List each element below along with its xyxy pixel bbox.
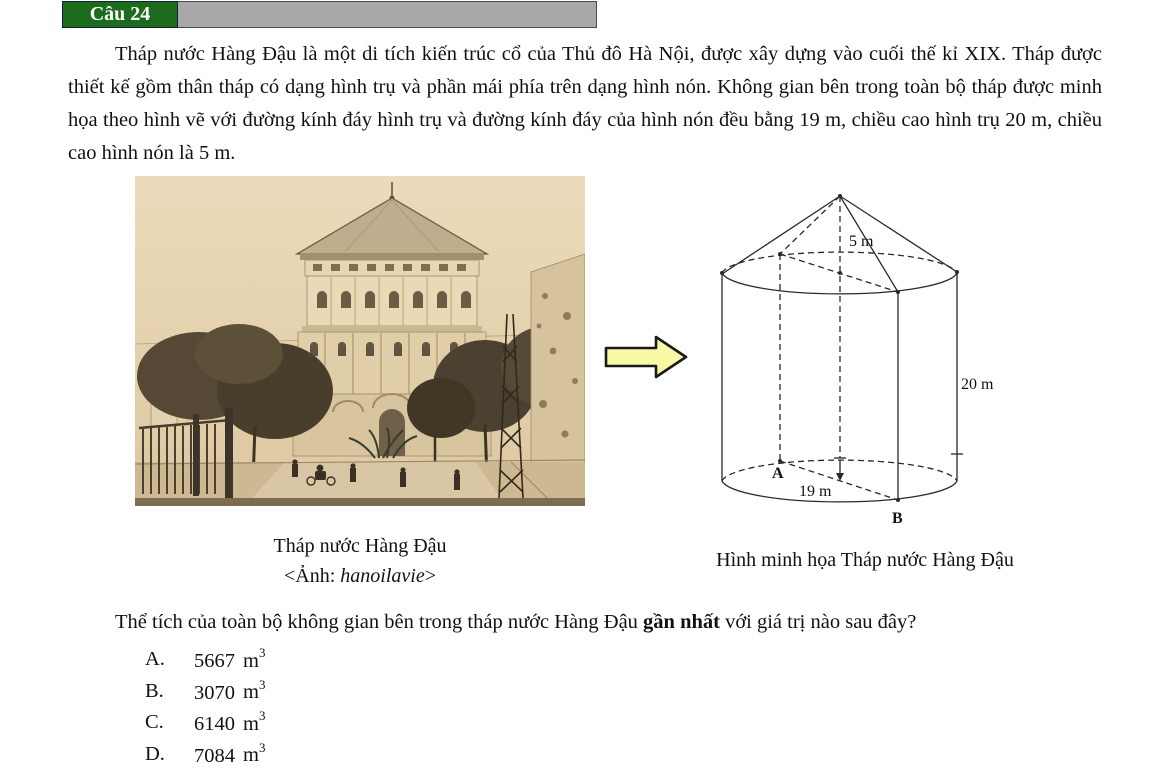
problem-paragraph: Tháp nước Hàng Đậu là một di tích kiến trúc cổ của Thủ đô Hà Nội, được xây dựng vào cuối thế kỉ XIX. Tháp được thiết kế gồm thân tháp có dạng hình trụ và phần mái phía trên dạng hình nón. Không gian bên trong toàn bộ tháp được minh họa theo hình vẽ với đường kính đáy hình trụ và đường kính đáy của hình nón đều bằng 19 m, chiều cao hình trụ 20 m, chiều cao hình nón là 5 m. xyxy=(68,43,1102,164)
header-gray-bar xyxy=(178,1,597,28)
tower-photo xyxy=(135,176,585,506)
cone-height-label: 5 m xyxy=(849,233,874,250)
option-value: 7084 $m^3$ xyxy=(194,739,266,767)
option-letter: B. xyxy=(145,679,164,702)
option-row-c xyxy=(145,708,645,743)
option-row-a xyxy=(145,645,645,680)
options-list xyxy=(145,645,645,774)
photo-street xyxy=(135,460,585,506)
question-text: Thể tích của toàn bộ không gian bên trong tháp nước Hàng Đậu gần nhất với giá trị nào sau đây? xyxy=(115,611,917,633)
photo-caption xyxy=(135,531,585,591)
photo-credit: <Ảnh: hanoilavie> xyxy=(284,565,436,587)
photo-credit-name: hanoilavie xyxy=(340,565,425,587)
question-number-label: Câu 24 xyxy=(89,3,151,25)
option-value: 3070 $m^3$ xyxy=(194,676,266,704)
point-b-label: B xyxy=(892,510,903,527)
option-letter: D. xyxy=(145,742,165,765)
question-header xyxy=(62,1,597,28)
diagram-caption: Hình minh họa Tháp nước Hàng Đậu xyxy=(716,549,1014,571)
right-arrow-icon xyxy=(600,331,692,383)
option-value: 6140 $m^3$ xyxy=(194,708,266,735)
option-row-b xyxy=(145,676,645,712)
point-a-label: A xyxy=(772,465,784,482)
tower-diagram xyxy=(695,186,1015,534)
photo-caption-title: Tháp nước Hàng Đậu xyxy=(273,535,447,557)
base-diameter-label: 19 m xyxy=(799,483,832,500)
question-number-badge xyxy=(62,1,178,28)
option-letter: A. xyxy=(145,648,165,670)
question-emphasis: gần nhất xyxy=(643,611,720,633)
option-letter: C. xyxy=(145,711,164,733)
option-row-d xyxy=(145,739,645,775)
cylinder-height-label: 20 m xyxy=(961,376,994,393)
option-value: 5667 $m^3$ xyxy=(194,645,266,672)
